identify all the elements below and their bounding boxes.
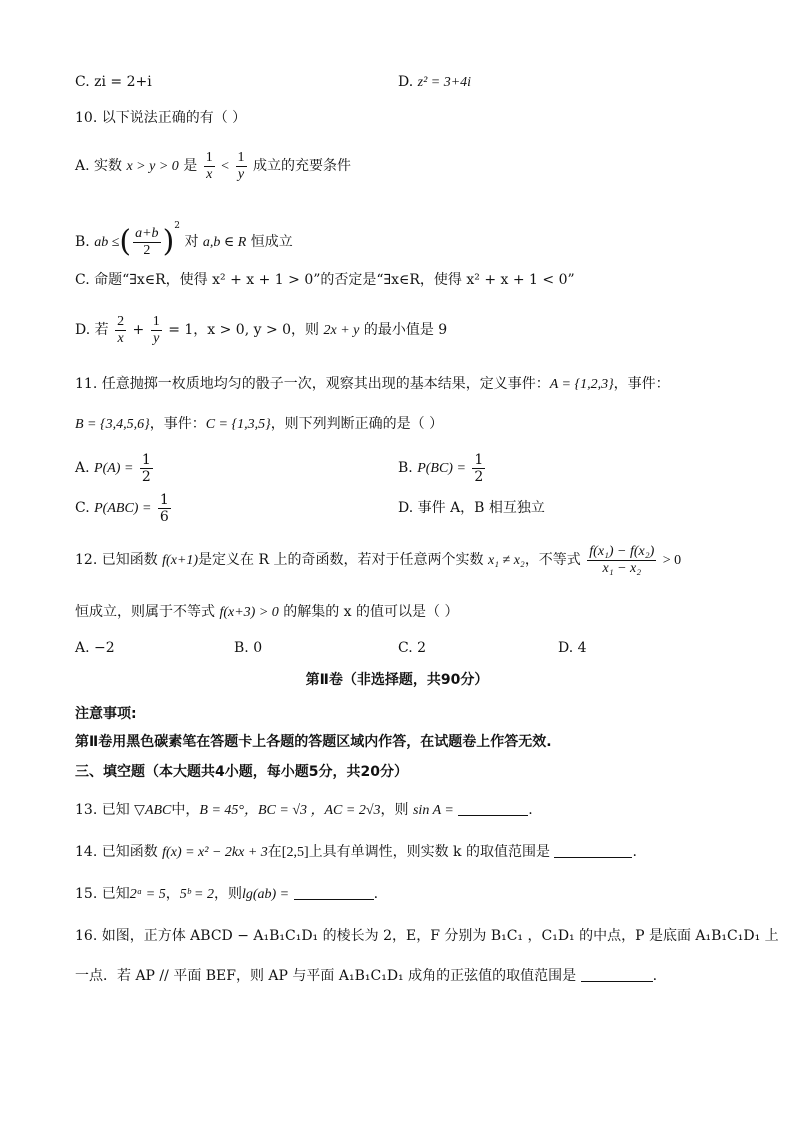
frac-den: x₁ − x₂	[602, 560, 642, 576]
q16-end: .	[652, 968, 658, 984]
q11-c-expr: P(ABC) =	[94, 501, 152, 516]
q12-func: f(x+1)	[162, 553, 199, 568]
frac-num: 1	[152, 313, 160, 329]
q15-sep: ，	[165, 886, 180, 902]
frac-den: 2	[143, 242, 151, 258]
q15-end: .	[373, 886, 379, 902]
q10-b-lhs: ab ≤	[94, 235, 120, 250]
q13-text-a: 13. 已知	[75, 802, 130, 818]
frac-num: 1	[141, 451, 151, 468]
q11-c-frac	[158, 492, 171, 525]
q11-stem2-tail: ，则下列判断正确的是（ ）	[270, 416, 444, 432]
q10-d-condition: = 1，x > 0, y > 0，则	[168, 322, 320, 338]
q10-option-a	[75, 148, 351, 185]
q14-text-a: 14. 已知函数	[75, 844, 158, 860]
q10-d-label: D. 若	[75, 322, 109, 338]
q12-stem-c: ，不等式	[524, 552, 581, 568]
q11-stem2-mid: ，事件：	[149, 416, 206, 432]
frac-num: 1	[237, 149, 245, 165]
q11-option-c	[75, 490, 173, 527]
frac-num: f(x₁) − f(x₂)	[589, 543, 655, 559]
notice-body: 第Ⅱ卷用黑色碳素笔在答题卡上各题的答题区域内作答，在试题卷上作答无效.	[75, 734, 552, 750]
q12-cond: x₁ ≠ x₂	[487, 553, 525, 568]
frac-num: 1	[205, 149, 213, 165]
q15-answer-blank[interactable]	[294, 885, 374, 900]
q15-ask: lg(ab) =	[241, 887, 290, 902]
q12-frac	[587, 544, 656, 577]
q14-text-c: 上具有单调性，则实数 k 的取值范围是	[308, 844, 550, 860]
q10-d-frac-2	[151, 314, 162, 347]
q14	[75, 842, 637, 863]
q13-ask: sin A =	[412, 803, 454, 818]
q9-option-d-label: D.	[398, 74, 414, 90]
q10-option-d	[75, 312, 447, 349]
q12-stem2-b: 的解集的 x 的值可以是（ ）	[283, 604, 459, 620]
q13-triangle: ▽ABC	[134, 803, 172, 818]
frac-den: 6	[159, 508, 169, 525]
section3-heading: 三、填空题（本大题共4小题，每小题5分，共20分）	[75, 764, 408, 780]
q9-option-d	[398, 72, 471, 93]
q14-interval: [2,5]	[281, 845, 309, 860]
q11-set-b: B = {3,4,5,6}	[75, 417, 150, 432]
q10-a-frac-1	[204, 150, 215, 183]
q14-text-b: 在	[267, 844, 282, 860]
q15-text-a: 15. 已知	[75, 886, 130, 902]
q10-a-label: A. 实数	[75, 158, 123, 174]
frac-den: x	[206, 166, 213, 182]
lt-sign: <	[221, 159, 230, 174]
q15	[75, 884, 378, 905]
q10-b-label: B.	[75, 234, 90, 250]
q11-c-label: C.	[75, 500, 90, 516]
q10-option-c: C. 命题“∃x∈R，使得 x² + x + 1 > 0”的否定是“∃x∈R，使得 x² + x + 1 < 0”	[75, 272, 575, 288]
q11-option-a	[75, 450, 155, 487]
q13-text-c: ，则	[380, 802, 409, 818]
left-paren: (	[119, 224, 132, 259]
notice-title: 注意事项:	[75, 706, 137, 722]
q15-eq2: 5ᵇ = 2	[179, 887, 214, 902]
q10-b-end: 恒成立	[250, 234, 293, 250]
q12-stem-b: 是定义在 R 上的奇函数，若对于任意两个实数	[198, 552, 484, 568]
q16-line1: 16. 如图，正方体 ABCD − A₁B₁C₁D₁ 的棱长为 2，E，F 分别为 B₁C₁ ，C₁D₁ 的中点，P 是底面 A₁B₁C₁D₁ 上	[75, 928, 779, 944]
q11-b-expr: P(BC) =	[417, 461, 466, 476]
q11-stem-line2	[75, 414, 443, 435]
q10-stem: 10. 以下说法正确的有（ ）	[75, 110, 247, 126]
q16-answer-blank[interactable]	[581, 967, 653, 982]
q11-stem-line1	[75, 374, 670, 395]
q9-option-c: C. zi = 2+i	[75, 74, 152, 90]
frac-den: y	[153, 330, 160, 346]
q11-stem1: 11. 任意抛掷一枚质地均匀的骰子一次，观察其出现的基本结果，定义事件：	[75, 376, 550, 392]
q12-option-c: C. 2	[398, 640, 427, 656]
q10-option-b	[75, 204, 293, 265]
q10-a-is: 是	[183, 158, 198, 174]
q12-stem-line1	[75, 540, 681, 581]
q12-stem-line2	[75, 602, 458, 623]
frac-den: 2	[141, 468, 151, 485]
q12-stem-a: 12. 已知函数	[75, 552, 158, 568]
q12-option-a: A. −2	[75, 640, 115, 656]
right-paren: )	[162, 224, 175, 259]
q14-answer-blank[interactable]	[554, 843, 632, 858]
plus-sign: +	[132, 322, 145, 338]
frac-den: x	[117, 330, 124, 346]
q13-answer-blank[interactable]	[458, 801, 528, 816]
q11-set-c: C = {1,3,5}	[205, 417, 271, 432]
q11-a-label: A.	[75, 460, 90, 476]
q16-line2	[75, 966, 657, 986]
frac-num: 1	[159, 491, 169, 508]
q10-a-tail: 成立的充要条件	[252, 158, 351, 174]
q11-a-frac	[140, 452, 153, 485]
q10-d-expr: 2x + y	[323, 323, 360, 338]
frac-num: 2	[117, 313, 125, 329]
q15-text-b: ，则	[213, 886, 242, 902]
q10-a-condition: x > y > 0	[126, 159, 179, 174]
part2-title: 第Ⅱ卷（非选择题，共90分）	[305, 672, 489, 688]
q10-d-frac-1	[115, 314, 126, 347]
q9-option-d-math: z² = 3+4i	[417, 75, 472, 90]
q11-b-label: B.	[398, 460, 413, 476]
square-exp: 2	[174, 221, 181, 231]
q12-ineq: > 0	[662, 553, 682, 568]
q10-d-tail: 的最小值是 9	[363, 322, 448, 338]
q13-cond: B = 45°，BC = √3 ，AC = 2√3	[199, 803, 381, 818]
q11-a-expr: P(A) =	[94, 461, 134, 476]
frac-den: y	[237, 166, 245, 182]
q12-option-d: D. 4	[558, 640, 587, 656]
q12-ineq2: f(x+3) > 0	[219, 605, 279, 620]
q14-func: f(x) = x² − 2kx + 3	[162, 845, 268, 860]
q12-option-b: B. 0	[234, 640, 263, 656]
q12-stem2-a: 恒成立，则属于不等式	[75, 604, 215, 620]
q13-text-b: 中，	[171, 802, 200, 818]
q11-option-b	[398, 450, 487, 487]
q11-b-frac	[472, 452, 485, 485]
q15-eq1: 2ᵃ = 5	[129, 887, 166, 902]
q11-stem1-tail: ，事件：	[613, 376, 670, 392]
frac-num: a+b	[135, 225, 159, 241]
q11-set-a: A = {1,2,3}	[549, 377, 614, 392]
q10-b-tail: 对	[184, 234, 199, 250]
q16-line2-text: 一点．若 AP // 平面 BEF，则 AP 与平面 A₁B₁C₁D₁ 成角的正弦值的取值范围是	[75, 968, 577, 984]
q11-option-d: D. 事件 A，B 相互独立	[398, 500, 545, 516]
q10-b-set: a,b ∈ R	[202, 235, 247, 250]
q13-end: .	[528, 802, 533, 818]
q10-a-frac-2	[236, 150, 247, 183]
frac-num: 1	[474, 451, 484, 468]
q14-end: .	[632, 844, 637, 860]
q13	[75, 800, 533, 821]
q10-b-frac	[133, 226, 160, 259]
frac-den: 2	[474, 468, 484, 485]
